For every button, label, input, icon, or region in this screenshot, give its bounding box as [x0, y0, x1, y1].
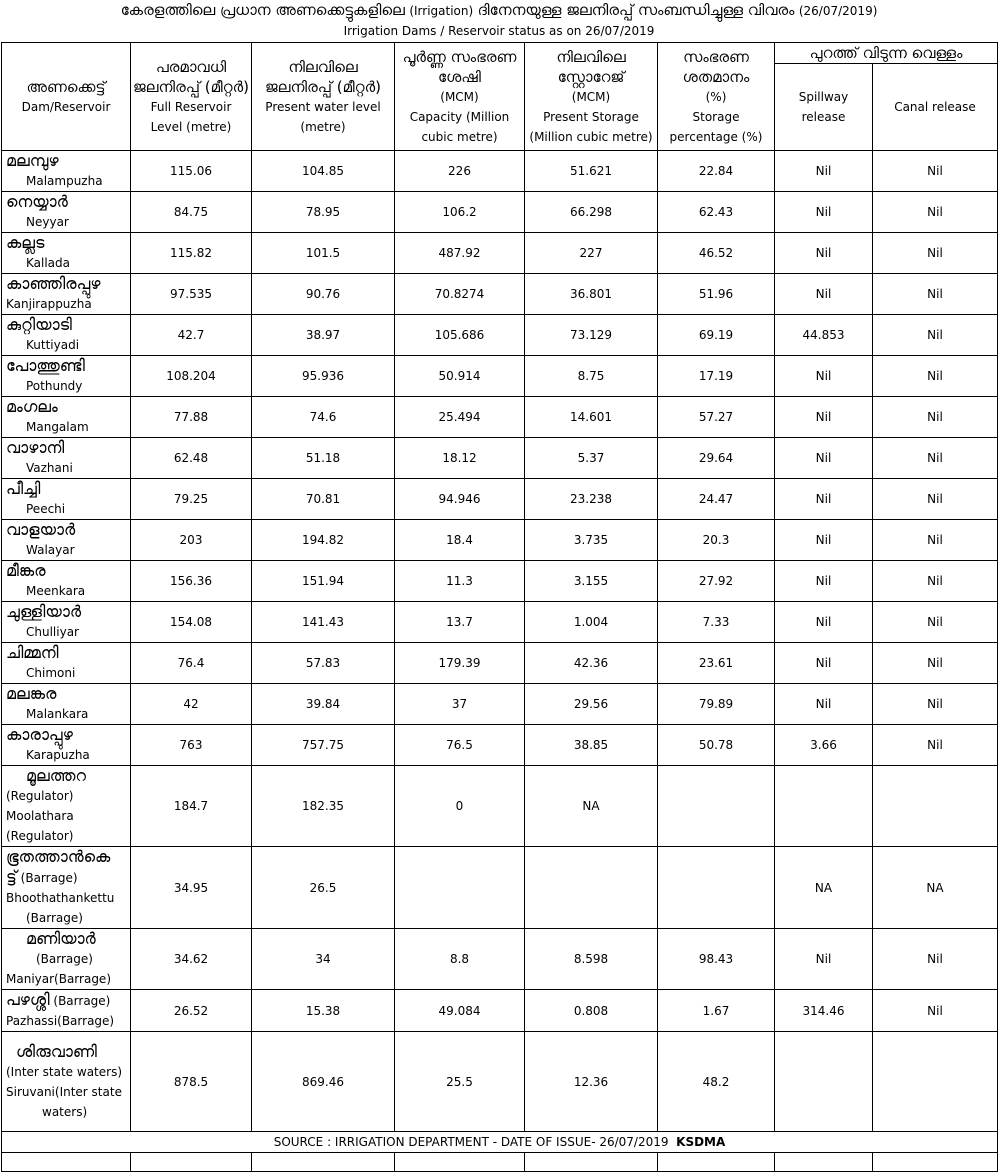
- table-row: [2, 766, 998, 847]
- storage-cell: 3.735: [525, 520, 658, 561]
- dam-name: പഴശ്ശി (Barrage) Pazhassi(Barrage): [2, 990, 131, 1032]
- frl-cell: 26.52: [131, 990, 252, 1032]
- header-dam: അണക്കെട്ട് Dam/Reservoir: [2, 43, 131, 151]
- storage-cell: [525, 847, 658, 929]
- storage-cell: 8.598: [525, 929, 658, 990]
- percentage-cell: 98.43: [658, 929, 775, 990]
- table-cell: [873, 1153, 998, 1172]
- pwl-cell: 78.95: [252, 192, 395, 233]
- header-spillway: Spillway release: [775, 64, 873, 151]
- capacity-cell: 179.39: [395, 643, 525, 684]
- table-row: [2, 684, 998, 725]
- percentage-cell: 7.33: [658, 602, 775, 643]
- percentage-cell: 1.67: [658, 990, 775, 1032]
- header-pwl: നിലവിലെ ജലനിരപ്പ് (മീറ്റർ) Present water level (metre): [252, 43, 395, 151]
- dam-name: പോത്തുണ്ടി Pothundy: [2, 356, 131, 397]
- percentage-cell: [658, 766, 775, 847]
- table-row: [2, 725, 998, 766]
- storage-cell: 12.36: [525, 1032, 658, 1132]
- frl-cell: 34.62: [131, 929, 252, 990]
- capacity-cell: 18.4: [395, 520, 525, 561]
- storage-cell: 73.129: [525, 315, 658, 356]
- spillway-cell: 314.46: [775, 990, 873, 1032]
- frl-cell: 76.4: [131, 643, 252, 684]
- spillway-cell: Nil: [775, 929, 873, 990]
- header-frl: പരമാവധി ജലനിരപ്പ് (മീറ്റർ) Full Reservoir Level (metre): [131, 43, 252, 151]
- header-storage: നിലവിലെ സ്റ്റോറേജ് (MCM) Present Storage (Million cubic metre): [525, 43, 658, 151]
- table-row: [2, 438, 998, 479]
- table-cell: [131, 1153, 252, 1172]
- dam-name: കുറ്റിയാടി Kuttiyadi: [2, 315, 131, 356]
- capacity-cell: [395, 847, 525, 929]
- capacity-cell: 105.686: [395, 315, 525, 356]
- table-row: [2, 151, 998, 192]
- percentage-cell: 48.2: [658, 1032, 775, 1132]
- percentage-cell: 69.19: [658, 315, 775, 356]
- pwl-cell: 15.38: [252, 990, 395, 1032]
- spillway-cell: Nil: [775, 274, 873, 315]
- table-cell: [775, 1153, 873, 1172]
- storage-cell: 227: [525, 233, 658, 274]
- spillway-cell: Nil: [775, 479, 873, 520]
- dam-name: കാഞ്ഞിരപ്പുഴ Kanjirappuzha: [2, 274, 131, 315]
- canal-cell: Nil: [873, 274, 998, 315]
- pwl-cell: 141.43: [252, 602, 395, 643]
- capacity-cell: 8.8: [395, 929, 525, 990]
- storage-cell: 5.37: [525, 438, 658, 479]
- percentage-cell: 20.3: [658, 520, 775, 561]
- frl-cell: 42: [131, 684, 252, 725]
- canal-cell: Nil: [873, 397, 998, 438]
- dam-name: ചിമ്മനി Chimoni: [2, 643, 131, 684]
- source-note: SOURCE : IRRIGATION DEPARTMENT - DATE OF ISSUE- 26/07/2019 KSDMA: [2, 1132, 998, 1153]
- canal-cell: Nil: [873, 479, 998, 520]
- table-row: [2, 847, 998, 929]
- storage-cell: 23.238: [525, 479, 658, 520]
- spillway-cell: Nil: [775, 151, 873, 192]
- capacity-cell: 106.2: [395, 192, 525, 233]
- capacity-cell: 18.12: [395, 438, 525, 479]
- capacity-cell: 76.5: [395, 725, 525, 766]
- canal-cell: Nil: [873, 192, 998, 233]
- table-row: [2, 929, 998, 990]
- canal-cell: Nil: [873, 520, 998, 561]
- spillway-cell: Nil: [775, 438, 873, 479]
- pwl-cell: 182.35: [252, 766, 395, 847]
- percentage-cell: 51.96: [658, 274, 775, 315]
- spillway-cell: [775, 1032, 873, 1132]
- title-ml-part2: ദിനേനയുള്ള ജലനിരപ്പ് സംബന്ധിച്ചുള്ള വിവരം: [477, 1, 795, 19]
- table-row: [2, 274, 998, 315]
- canal-cell: Nil: [873, 438, 998, 479]
- pwl-cell: 51.18: [252, 438, 395, 479]
- table-row: [2, 356, 998, 397]
- table-row: [2, 643, 998, 684]
- header-percentage: സംഭരണ ശതമാനം (%) Storage percentage (%): [658, 43, 775, 151]
- pwl-cell: 38.97: [252, 315, 395, 356]
- frl-cell: 115.06: [131, 151, 252, 192]
- canal-cell: Nil: [873, 684, 998, 725]
- frl-cell: 184.7: [131, 766, 252, 847]
- table-row: [2, 561, 998, 602]
- dam-name: മൂലത്തറ (Regulator) Moolathara (Regulator): [2, 766, 131, 847]
- capacity-cell: 70.8274: [395, 274, 525, 315]
- canal-cell: Nil: [873, 643, 998, 684]
- percentage-cell: [658, 847, 775, 929]
- dam-name: മംഗലം Mangalam: [2, 397, 131, 438]
- capacity-cell: 25.5: [395, 1032, 525, 1132]
- table-cell: [2, 1153, 131, 1172]
- dam-name: പീച്ചി Peechi: [2, 479, 131, 520]
- table-row: [2, 479, 998, 520]
- canal-cell: Nil: [873, 561, 998, 602]
- dam-name: മണിയാർ (Barrage) Maniyar(Barrage): [2, 929, 131, 990]
- dam-name: ശിരുവാണി (Inter state waters) Siruvani(Inter state waters): [2, 1032, 131, 1132]
- table-row: [2, 520, 998, 561]
- table-row: [2, 233, 998, 274]
- storage-cell: 36.801: [525, 274, 658, 315]
- spillway-cell: [775, 766, 873, 847]
- storage-cell: 51.621: [525, 151, 658, 192]
- frl-cell: 34.95: [131, 847, 252, 929]
- pwl-cell: 104.85: [252, 151, 395, 192]
- storage-cell: 8.75: [525, 356, 658, 397]
- reservoir-table: [1, 42, 998, 1172]
- frl-cell: 77.88: [131, 397, 252, 438]
- spillway-cell: 3.66: [775, 725, 873, 766]
- percentage-cell: 23.61: [658, 643, 775, 684]
- table-row: [2, 602, 998, 643]
- pwl-cell: 101.5: [252, 233, 395, 274]
- title-irrigation: (Irrigation): [409, 4, 474, 18]
- canal-cell: Nil: [873, 315, 998, 356]
- canal-cell: Nil: [873, 356, 998, 397]
- frl-cell: 42.7: [131, 315, 252, 356]
- storage-cell: 42.36: [525, 643, 658, 684]
- dam-name: കല്ലട Kallada: [2, 233, 131, 274]
- header-capacity: പൂർണ്ണ സംഭരണ ശേഷി (MCM) Capacity (Million cubic metre): [395, 43, 525, 151]
- frl-cell: 108.204: [131, 356, 252, 397]
- spillway-cell: Nil: [775, 561, 873, 602]
- source-row: [2, 1132, 998, 1153]
- canal-cell: [873, 1032, 998, 1132]
- frl-cell: 763: [131, 725, 252, 766]
- capacity-cell: 11.3: [395, 561, 525, 602]
- capacity-cell: 50.914: [395, 356, 525, 397]
- table-cell: [658, 1153, 775, 1172]
- table-row: [2, 1032, 998, 1132]
- percentage-cell: 79.89: [658, 684, 775, 725]
- pwl-cell: 194.82: [252, 520, 395, 561]
- percentage-cell: 17.19: [658, 356, 775, 397]
- spillway-cell: Nil: [775, 602, 873, 643]
- canal-cell: Nil: [873, 151, 998, 192]
- percentage-cell: 62.43: [658, 192, 775, 233]
- table-row: [2, 397, 998, 438]
- spillway-cell: Nil: [775, 643, 873, 684]
- canal-cell: Nil: [873, 725, 998, 766]
- frl-cell: 79.25: [131, 479, 252, 520]
- table-row: [2, 192, 998, 233]
- capacity-cell: 37: [395, 684, 525, 725]
- capacity-cell: 226: [395, 151, 525, 192]
- dam-name: നെയ്യാർ Neyyar: [2, 192, 131, 233]
- storage-cell: 0.808: [525, 990, 658, 1032]
- capacity-cell: 94.946: [395, 479, 525, 520]
- pwl-cell: 869.46: [252, 1032, 395, 1132]
- dam-name: വാളയാർ Walayar: [2, 520, 131, 561]
- spillway-cell: Nil: [775, 233, 873, 274]
- empty-row: [2, 1153, 998, 1172]
- dam-name: ചുള്ളിയാർ Chulliyar: [2, 602, 131, 643]
- table-cell: [525, 1153, 658, 1172]
- pwl-cell: 74.6: [252, 397, 395, 438]
- pwl-cell: 90.76: [252, 274, 395, 315]
- canal-cell: NA: [873, 847, 998, 929]
- storage-cell: NA: [525, 766, 658, 847]
- pwl-cell: 70.81: [252, 479, 395, 520]
- frl-cell: 97.535: [131, 274, 252, 315]
- percentage-cell: 27.92: [658, 561, 775, 602]
- header-release-group: പുറത്ത് വിടുന്ന വെള്ളം: [775, 43, 998, 64]
- dam-name: ഭൂതത്താൻകെ ട്ട് (Barrage) Bhoothathankettu (Barrage): [2, 847, 131, 929]
- dam-name: മലങ്കര Malankara: [2, 684, 131, 725]
- capacity-cell: 0: [395, 766, 525, 847]
- dam-name: വാഴാനി Vazhani: [2, 438, 131, 479]
- spillway-cell: Nil: [775, 684, 873, 725]
- canal-cell: Nil: [873, 602, 998, 643]
- percentage-cell: 50.78: [658, 725, 775, 766]
- capacity-cell: 25.494: [395, 397, 525, 438]
- frl-cell: 62.48: [131, 438, 252, 479]
- title-ml-part: കേരളത്തിലെ പ്രധാന അണക്കെട്ടുകളിലെ: [120, 1, 405, 19]
- capacity-cell: 487.92: [395, 233, 525, 274]
- table-row: [2, 315, 998, 356]
- dam-name: കാരാപ്പുഴ Karapuzha: [2, 725, 131, 766]
- spillway-cell: Nil: [775, 356, 873, 397]
- table-cell: [395, 1153, 525, 1172]
- frl-cell: 154.08: [131, 602, 252, 643]
- pwl-cell: 39.84: [252, 684, 395, 725]
- storage-cell: 14.601: [525, 397, 658, 438]
- frl-cell: 203: [131, 520, 252, 561]
- frl-cell: 878.5: [131, 1032, 252, 1132]
- storage-cell: 66.298: [525, 192, 658, 233]
- percentage-cell: 57.27: [658, 397, 775, 438]
- spillway-cell: Nil: [775, 192, 873, 233]
- percentage-cell: 29.64: [658, 438, 775, 479]
- frl-cell: 156.36: [131, 561, 252, 602]
- title-en-part: Irrigation Dams / Reservoir status as on 26/07/2019: [343, 24, 655, 38]
- page-title: [0, 0, 998, 42]
- frl-cell: 115.82: [131, 233, 252, 274]
- capacity-cell: 49.084: [395, 990, 525, 1032]
- spillway-cell: NA: [775, 847, 873, 929]
- percentage-cell: 24.47: [658, 479, 775, 520]
- pwl-cell: 57.83: [252, 643, 395, 684]
- dam-name: മലമ്പുഴ Malampuzha: [2, 151, 131, 192]
- table-cell: [252, 1153, 395, 1172]
- storage-cell: 29.56: [525, 684, 658, 725]
- percentage-cell: 22.84: [658, 151, 775, 192]
- percentage-cell: 46.52: [658, 233, 775, 274]
- table-row: [2, 990, 998, 1032]
- pwl-cell: 95.936: [252, 356, 395, 397]
- spillway-cell: Nil: [775, 520, 873, 561]
- pwl-cell: 151.94: [252, 561, 395, 602]
- pwl-cell: 26.5: [252, 847, 395, 929]
- canal-cell: Nil: [873, 929, 998, 990]
- pwl-cell: 757.75: [252, 725, 395, 766]
- header-canal: Canal release: [873, 64, 998, 151]
- storage-cell: 1.004: [525, 602, 658, 643]
- canal-cell: [873, 766, 998, 847]
- canal-cell: Nil: [873, 990, 998, 1032]
- storage-cell: 3.155: [525, 561, 658, 602]
- storage-cell: 38.85: [525, 725, 658, 766]
- pwl-cell: 34: [252, 929, 395, 990]
- capacity-cell: 13.7: [395, 602, 525, 643]
- canal-cell: Nil: [873, 233, 998, 274]
- title-date: (26/07/2019): [798, 4, 878, 18]
- dam-name: മീങ്കര Meenkara: [2, 561, 131, 602]
- spillway-cell: Nil: [775, 397, 873, 438]
- frl-cell: 84.75: [131, 192, 252, 233]
- spillway-cell: 44.853: [775, 315, 873, 356]
